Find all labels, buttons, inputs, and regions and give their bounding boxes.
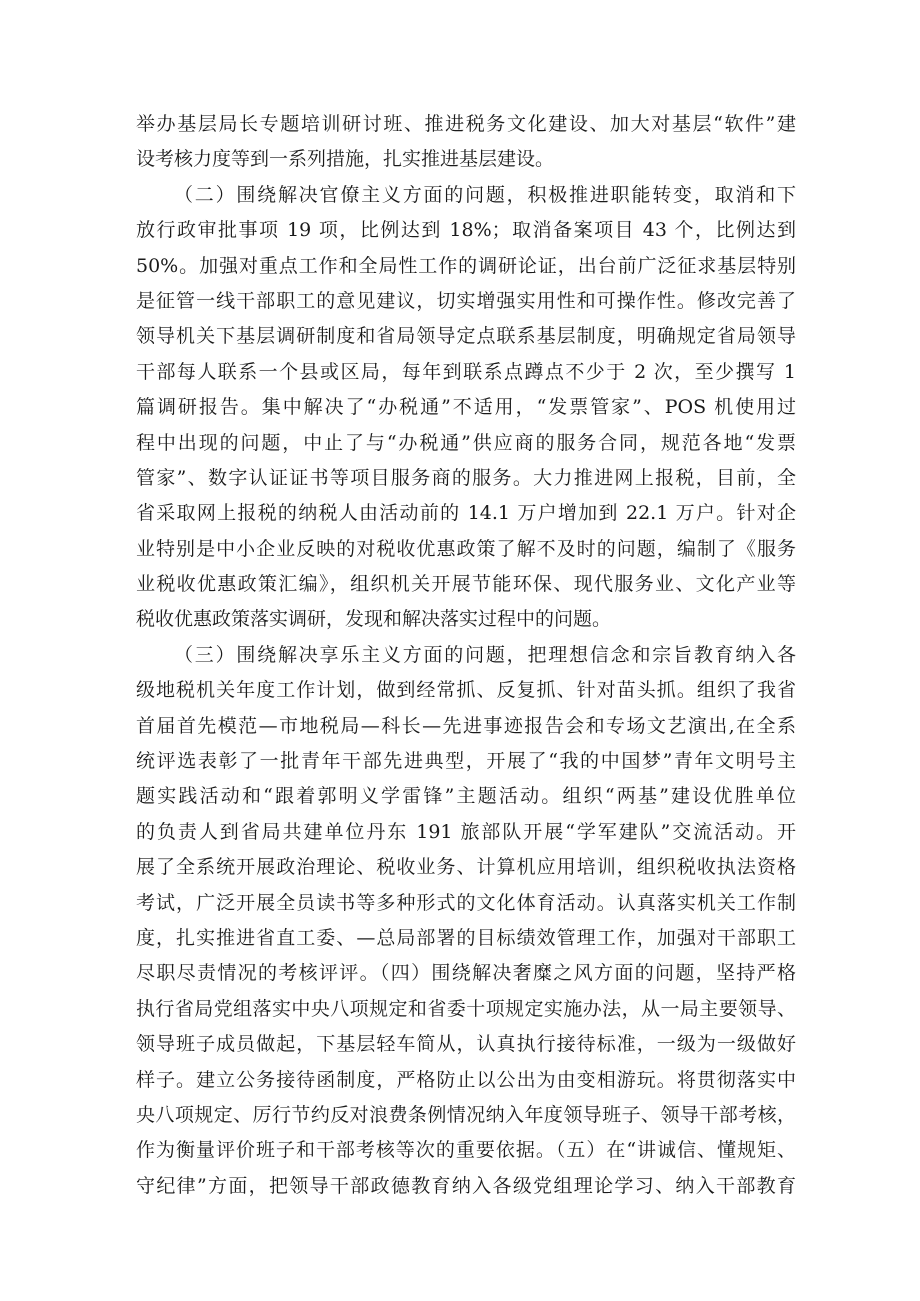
text-line: 放行政审批事项 19 项，比例达到 18%；取消备案项目 43 个，比例达到: [136, 219, 796, 242]
text-line: 领导机关下基层调研制度和省局领导定点联系基层制度，明确规定省局领导: [136, 325, 796, 348]
text-line: 举办基层局长专题培训研讨班、推进税务文化建设、加大对基层“软件”建: [136, 113, 796, 135]
text-line: 首届首先模范—市地税局—科长—先进事迹报告会和专场文艺演出,在全系: [136, 714, 796, 737]
text-line: 样子。建立公务接待函制度，严格防止以公出为由变相游玩。将贯彻落实中: [136, 1068, 796, 1091]
text-line: 50%。加强对重点工作和全局性工作的调研论证，出台前广泛征求基层特别: [136, 254, 796, 277]
text-line: 统评选表彰了一批青年干部先进典型，开展了“我的中国梦”青年文明号主: [136, 750, 796, 773]
document-body: [136, 107, 796, 1204]
text-line: 尽职尽责情况的考核评评。（四）围绕解决奢糜之风方面的问题，坚持严格: [136, 962, 796, 985]
text-line: 业税收优惠政策汇编》，组织机关开展节能环保、现代服务业、文化产业等: [136, 573, 796, 596]
text-line: 篇调研报告。集中解决了“办税通”不适用，“发票管家”、POS 机使用过: [136, 396, 796, 419]
text-line: 题实践活动和“跟着郭明义学雷锋”主题活动。组织“两基”建设优胜单位: [136, 785, 796, 808]
text-line: 业特别是中小企业反映的对税收优惠政策了解不及时的问题，编制了《服务: [136, 537, 796, 560]
text-line: 设考核力度等到一系列措施，扎实推进基层建设。: [136, 148, 555, 171]
text-line: 省采取网上报税的纳税人由活动前的 14.1 万户增加到 22.1 万户。针对企: [136, 502, 796, 525]
text-line: 作为衡量评价班子和干部考核等次的重要依据。（五）在“讲诚信、懂规矩、: [136, 1139, 796, 1162]
text-line: 级地税机关年度工作计划，做到经常抓、反复抓、针对苗头抓。组织了我省: [136, 679, 796, 702]
text-line: 度，扎实推进省直工委、—总局部署的目标绩效管理工作，加强对干部职工: [136, 926, 796, 949]
text-line: 是征管一线干部职工的意见建议，切实增强实用性和可操作性。修改完善了: [136, 289, 796, 312]
text-line: 税收优惠政策落实调研，发现和解决落实过程中的问题。: [136, 608, 612, 631]
text-line: 的负责人到省局共建单位丹东 191 旅部队开展“学军建队”交流活动。开: [136, 820, 796, 843]
text-line: （二）围绕解决官僚主义方面的问题，积极推进职能转变，取消和下: [174, 183, 796, 206]
text-line: 领导班子成员做起，下基层轻车简从，认真执行接待标准，一级为一级做好: [136, 1033, 796, 1056]
text-line: 守纪律”方面，把领导干部政德教育纳入各级党组理论学习、纳入干部教育: [136, 1174, 796, 1197]
text-line: 央八项规定、厉行节约反对浪费条例情况纳入年度领导班子、领导干部考核，: [136, 1103, 796, 1126]
text-line: 干部每人联系一个县或区局，每年到联系点蹲点不少于 2 次，至少撰写 1: [136, 360, 796, 383]
text-line: 管家”、数字认证证书等项目服务商的服务。大力推进网上报税，目前，全: [136, 466, 796, 489]
text-line: 考试，广泛开展全员读书等多种形式的文化体育活动。认真落实机关工作制: [136, 891, 796, 914]
text-line: 展了全系统开展政治理论、税收业务、计算机应用培训，组织税收执法资格: [136, 856, 796, 879]
text-line: 执行省局党组落实中央八项规定和省委十项规定实施办法，从一局主要领导、: [136, 997, 796, 1020]
text-line: （三）围绕解决享乐主义方面的问题，把理想信念和宗旨教育纳入各: [174, 643, 796, 666]
text-line: 程中出现的问题，中止了与“办税通”供应商的服务合同，规范各地“发票: [136, 431, 796, 454]
